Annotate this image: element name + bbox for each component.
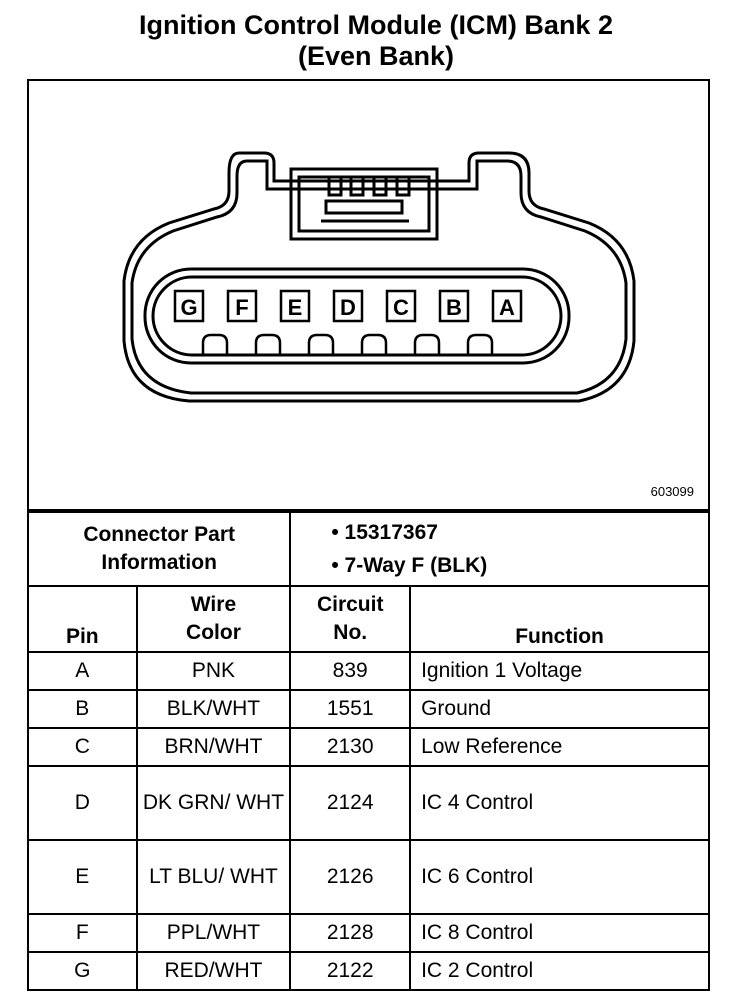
connector-info-item: • 7-Way F (BLK) xyxy=(331,554,488,577)
col-header-pin: Pin xyxy=(28,586,137,652)
function-cell: IC 8 Control xyxy=(410,914,709,952)
connector-info-label: Connector Part Information xyxy=(28,512,290,586)
cavity-tab xyxy=(362,335,386,355)
function-cell: IC 2 Control xyxy=(410,952,709,990)
figure-id: 603099 xyxy=(650,484,694,499)
table-row xyxy=(28,914,709,952)
connector-info-items xyxy=(290,512,709,586)
connector-figure xyxy=(27,79,710,511)
col-header-function: Function xyxy=(410,586,709,652)
pin-letter: C xyxy=(393,295,409,320)
table-row xyxy=(28,952,709,990)
circuit-cell: 2122 xyxy=(290,952,410,990)
pin-cell: D xyxy=(28,766,137,840)
table-row xyxy=(28,728,709,766)
connector-face-drawing xyxy=(29,81,712,513)
connector-info-item: • 15317367 xyxy=(331,521,438,544)
pin-cell: A xyxy=(28,652,137,690)
pin-cell: B xyxy=(28,690,137,728)
circuit-cell: 2124 xyxy=(290,766,410,840)
cavity-tab xyxy=(256,335,280,355)
pin-cell: G xyxy=(28,952,137,990)
pin-letter: A xyxy=(499,295,515,320)
circuit-cell: 2128 xyxy=(290,914,410,952)
cavity-tab xyxy=(309,335,333,355)
circuit-cell: 1551 xyxy=(290,690,410,728)
table-row xyxy=(28,766,709,840)
pin-letter: E xyxy=(287,295,303,320)
connector-info-row xyxy=(28,512,709,586)
function-cell: Ground xyxy=(410,690,709,728)
page-title: Ignition Control Module (ICM) Bank 2 xyxy=(139,10,613,40)
pin-cell: E xyxy=(28,840,137,914)
circuit-cell: 2126 xyxy=(290,840,410,914)
wire-color-cell: BRN/WHT xyxy=(137,728,291,766)
col-header-wire-color: Wire Color xyxy=(137,586,291,652)
cavity-tab xyxy=(203,335,227,355)
pin-letter: G xyxy=(180,295,198,320)
wire-color-cell: BLK/WHT xyxy=(137,690,291,728)
pin-letter: B xyxy=(446,295,462,320)
function-cell: Ignition 1 Voltage xyxy=(410,652,709,690)
function-cell: IC 6 Control xyxy=(410,840,709,914)
cavity-tab xyxy=(415,335,439,355)
page-subtitle: (Even Bank) xyxy=(297,41,455,71)
wire-color-cell: PPL/WHT xyxy=(137,914,291,952)
pin-cell: F xyxy=(28,914,137,952)
circuit-cell: 2130 xyxy=(290,728,410,766)
wire-color-cell: RED/WHT xyxy=(137,952,291,990)
table-row xyxy=(28,652,709,690)
wire-color-cell: DK GRN/ WHT xyxy=(137,766,291,840)
circuit-cell: 839 xyxy=(290,652,410,690)
cavity-tab xyxy=(468,335,492,355)
function-cell: IC 4 Control xyxy=(410,766,709,840)
connector-table xyxy=(27,511,710,991)
wire-color-cell: LT BLU/ WHT xyxy=(137,840,291,914)
pin-cell: C xyxy=(28,728,137,766)
pin-letter: D xyxy=(340,295,356,320)
pin-letter: F xyxy=(235,295,249,320)
col-header-circuit: Circuit No. xyxy=(290,586,410,652)
table-row xyxy=(28,840,709,914)
function-cell: Low Reference xyxy=(410,728,709,766)
table-row xyxy=(28,690,709,728)
wire-color-cell: PNK xyxy=(137,652,291,690)
table-header-row xyxy=(28,586,709,652)
